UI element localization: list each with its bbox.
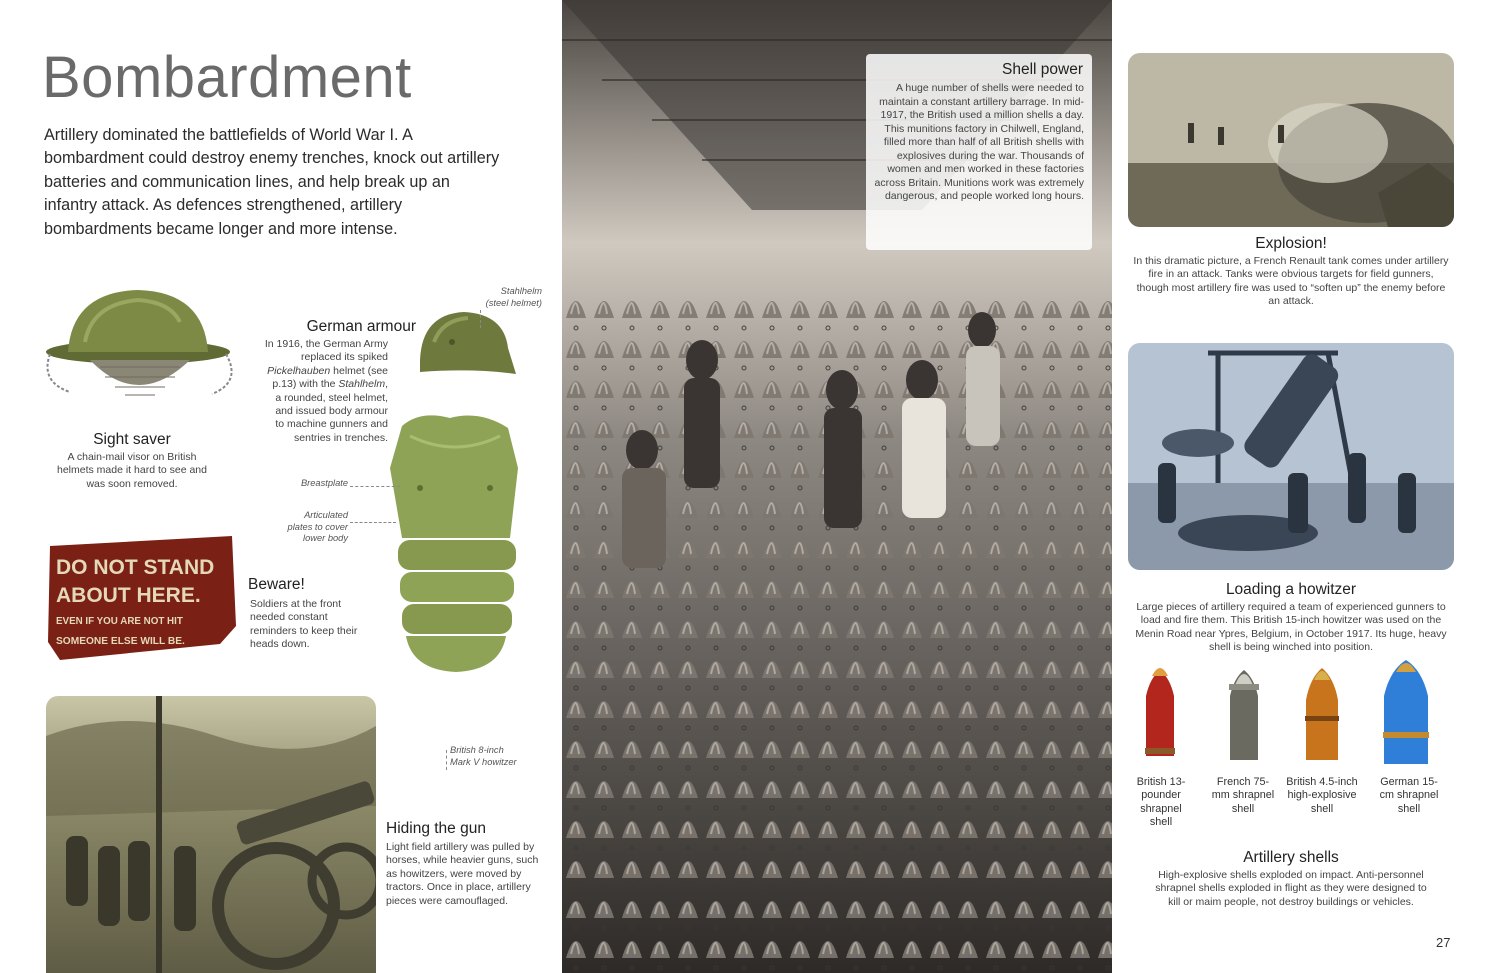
caption-part: In 1916, the German Army replaced its spiked bbox=[264, 338, 388, 364]
intro-paragraph: Artillery dominated the battlefields of World War I. A bombardment could destroy enemy trenches, knock out artillery batteries and communication lines, and help break up an infantry attack. As defences strengthened, artillery bombardments became longer and more intense. bbox=[44, 126, 500, 238]
explosion-heading: Explosion! bbox=[1255, 235, 1327, 252]
stahlhelm-label bbox=[452, 286, 542, 309]
howitzer-label-line: Mark V howitzer bbox=[450, 756, 517, 767]
shell-label-4: German 15-cm shrapnel shell bbox=[1379, 776, 1439, 815]
beware-caption: Soldiers at the front needed constant reminders to keep their heads down. bbox=[250, 598, 358, 651]
sight-saver-caption: A chain-mail visor on British helmets made it hard to see and was soon removed. bbox=[56, 451, 207, 490]
page-number: 27 bbox=[1436, 935, 1451, 950]
artillery-shells-heading: Artillery shells bbox=[1243, 849, 1339, 866]
shell-label-3: British 4.5-inch high-explosive shell bbox=[1286, 776, 1358, 815]
articulated-plates-label: Articulated plates to cover lower body bbox=[287, 510, 348, 543]
shell-french-75mm bbox=[1229, 670, 1259, 760]
german-armour-heading: German armour bbox=[306, 318, 416, 335]
leader-line bbox=[350, 486, 400, 487]
caption-part-italic: Stahlhelm bbox=[338, 378, 386, 391]
stahlhelm-image bbox=[412, 302, 518, 382]
howitzer-label bbox=[450, 745, 517, 768]
shell-body bbox=[1146, 670, 1174, 756]
shell-label-2: French 75-mm shrapnel shell bbox=[1211, 776, 1275, 815]
shell-british-13-pounder bbox=[1145, 668, 1175, 756]
page-title: Bombardment bbox=[42, 45, 412, 110]
hiding-gun-caption: Light field artillery was pulled by horses, while heavier guns, such as howitzers, were moved by tractors. Once in place, artillery pieces were camouflaged. bbox=[386, 841, 539, 907]
explosion-caption: In this dramatic picture, a French Renault tank comes under artillery fire in an attack. Tanks were obvious targets for field gunners, though most artillery fire was used to “soften up” the enemy before an attack. bbox=[1133, 255, 1449, 308]
hiding-gun-heading: Hiding the gun bbox=[386, 820, 486, 837]
shell-label-1: British 13-pounder shrapnel shell bbox=[1136, 776, 1186, 829]
shell-german-15cm bbox=[1383, 660, 1429, 764]
artillery-shells-image bbox=[1130, 656, 1450, 772]
shell-power-caption: A huge number of shells were needed to maintain a constant artillery barrage. In mid-1917, the British used a million shells a day. This munitions factory in Chilwell, England, filled more than half of all British shells with explosives during the war. Thousands of women and men worked in these factories across Britain. Munitions work was extremely dangerous, and people worked long hours. bbox=[874, 82, 1084, 202]
caption-part: helmet (see p.13) with the bbox=[272, 364, 388, 391]
loading-howitzer-photo bbox=[1128, 343, 1454, 570]
sign-line-3: EVEN IF YOU ARE NOT HIT bbox=[56, 616, 183, 627]
howitzer-caption: Large pieces of artillery required a team of experienced gunners to load and fire them. This British 15-inch howitzer was used on the Menin Road near Ypres, Belgium, in October 1917. Its huge, heavy shell is being winched into position. bbox=[1135, 601, 1447, 654]
shell-body bbox=[1384, 660, 1428, 764]
howitzer-heading: Loading a howitzer bbox=[1225, 581, 1357, 598]
leader-line bbox=[446, 750, 447, 770]
body-armour-image bbox=[380, 408, 530, 676]
shell-power-heading: Shell power bbox=[1002, 61, 1083, 78]
explosion-photo bbox=[1128, 53, 1454, 227]
sight-saver-heading: Sight saver bbox=[93, 431, 171, 448]
stahlhelm-label-line: (steel helmet) bbox=[485, 297, 542, 308]
leader-line bbox=[480, 310, 481, 328]
sign-line-2: ABOUT HERE. bbox=[56, 584, 201, 607]
stahlhelm-label-line: Stahlhelm bbox=[500, 286, 542, 296]
sign-line-1: DO NOT STAND bbox=[56, 556, 215, 579]
artillery-shells-caption: High-explosive shells exploded on impact. Anti-personnel shrapnel shells exploded in flight as they were designed to kill or maim people, not destroy buildings or vehicles. bbox=[1155, 869, 1427, 908]
shell-british-4-5-inch bbox=[1305, 668, 1339, 760]
chainmail-helmet-image bbox=[30, 282, 245, 417]
caption-part: , a rounded, steel helmet, and issued body armour to machine gunners and sentries in trenches. bbox=[275, 378, 388, 444]
howitzer-camouflage-photo bbox=[46, 696, 376, 973]
breastplate-label: Breastplate bbox=[300, 478, 348, 488]
caption-part-italic: Pickelhauben bbox=[267, 364, 331, 377]
shell-body bbox=[1306, 668, 1338, 760]
warning-sign-image bbox=[44, 534, 240, 662]
german-armour-caption bbox=[264, 338, 388, 445]
sign-line-4: SOMEONE ELSE WILL BE. bbox=[56, 636, 185, 647]
leader-line bbox=[350, 522, 396, 523]
howitzer-label-line: British 8-inch bbox=[450, 745, 504, 755]
beware-heading: Beware! bbox=[248, 576, 305, 593]
